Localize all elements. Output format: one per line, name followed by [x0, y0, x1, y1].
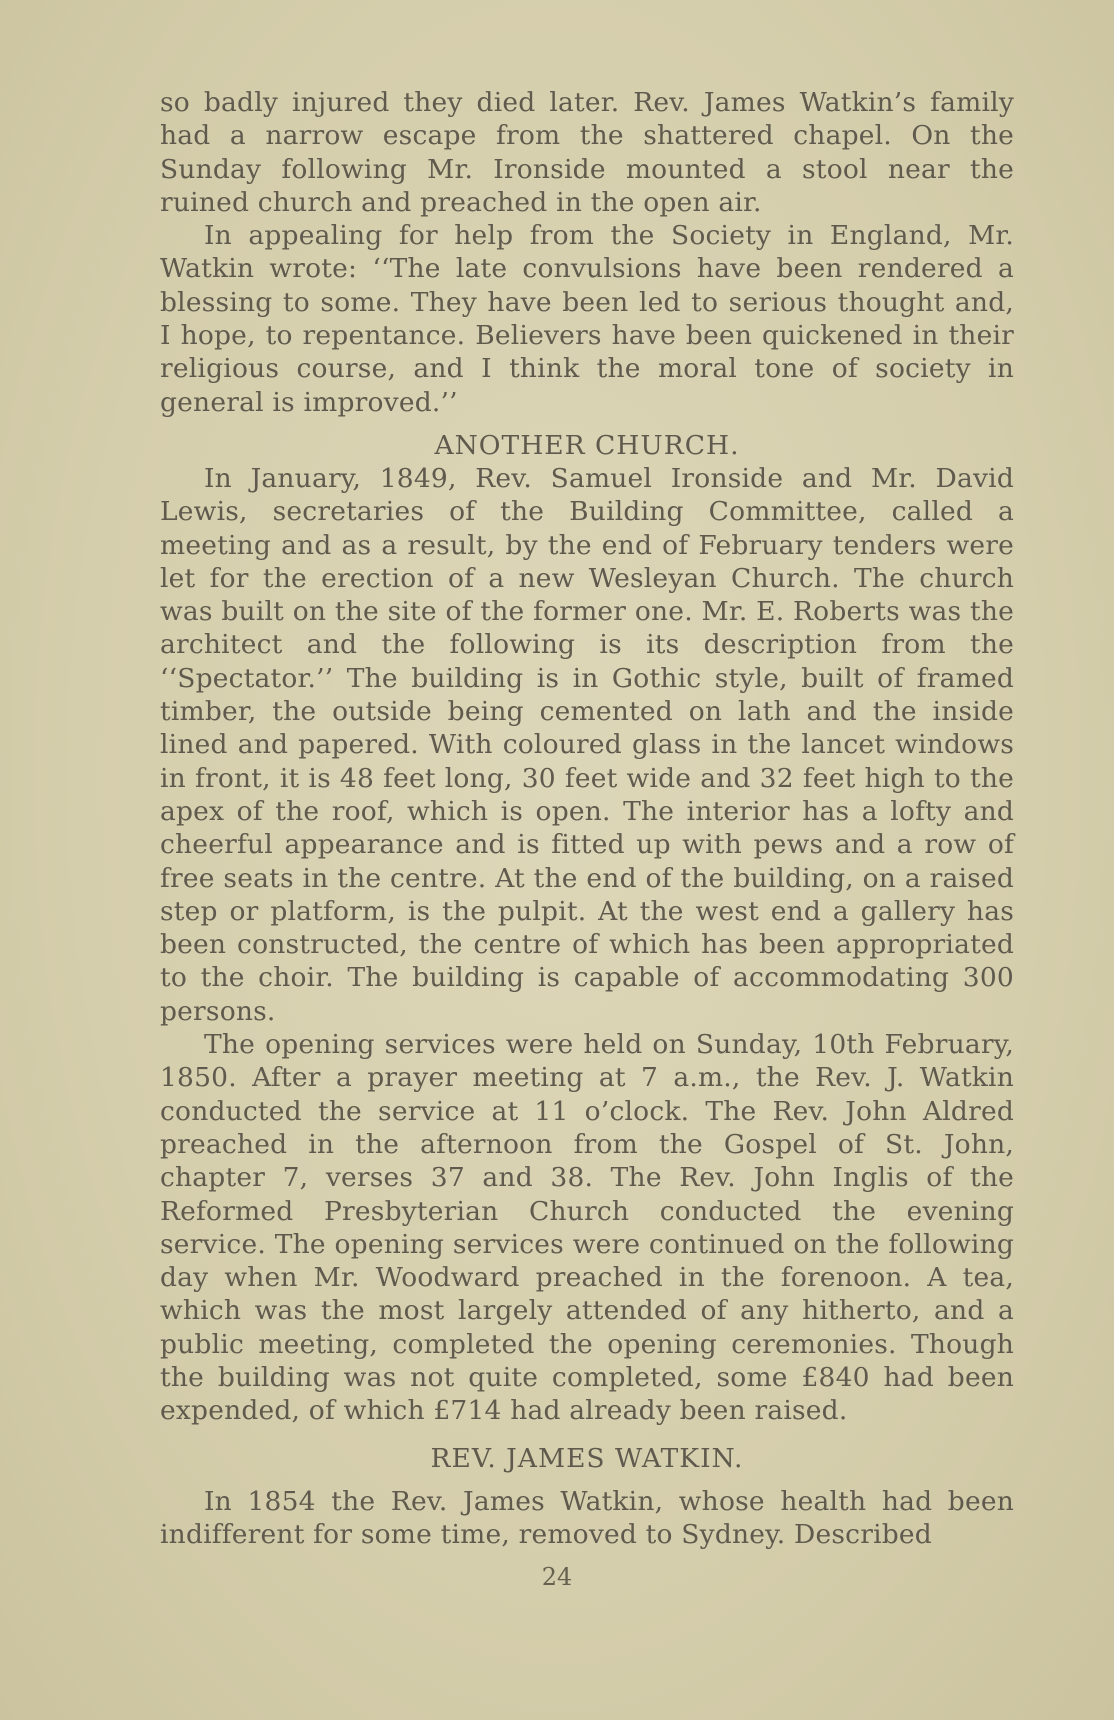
- paragraph-opening-services: The opening services were held on Sunday, 10th February, 1850. After a prayer meeting at 7 a.m., the Rev. J. Watkin conducted the service at 11 o’clock. The Rev. John Aldred preached in the afternoon from the Gospel of St. John, chapter 7, verses 37 and 38. The Rev. John Inglis of the Reformed Presbyterian Church conducted the evening service. The opening services were continued on the following day when Mr. Woodward preached in the forenoon. A tea, which was the most largely attended of any hitherto, and a public meeting, completed the opening ceremonies. Though the building was not quite completed, some £840 had been expended, of which £714 had already been raised.: [160, 1029, 1014, 1427]
- paragraph-watkin-removal: In 1854 the Rev. James Watkin, whose health had been indifferent for some time, removed to Sydney. Described: [160, 1485, 1014, 1550]
- section-heading-another-church: ANOTHER CHURCH.: [434, 429, 740, 461]
- paragraph-watkin-appeal: In appealing for help from the Society in England, Mr. Watkin wrote: ‘‘The late convulsions have been rendered a blessing to some. They have been led to serious thought and, I hope, to repentance. Believers have been quickened in their religious course, and I think the moral tone of society in general is improved.’’: [160, 220, 1014, 418]
- section-heading-rev-james-watkin: REV. JAMES WATKIN.: [430, 1442, 744, 1474]
- paragraph-continued: so badly injured they died later. Rev. James Watkin’s family had a narrow escape from the shattered chapel. On the Sunday following Mr. Ironside mounted a stool near the ruined church and preached in the open air.: [160, 87, 1014, 218]
- page-number: 24: [541, 1563, 573, 1591]
- page-body: [160, 86, 1014, 1551]
- paragraph-new-church: In January, 1849, Rev. Samuel Ironside and Mr. David Lewis, secretaries of the Building Committee, called a meeting and as a result, by the end of February tenders were let for the erection of a new Wesleyan Church. The church was built on the site of the former one. Mr. E. Roberts was the architect and the following is its description from the ‘‘Spectator.’’ The building is in Gothic style, built of framed timber, the outside being cemented on lath and the inside lined and papered. With coloured glass in the lancet windows in front, it is 48 feet long, 30 feet wide and 32 feet high to the apex of the roof, which is open. The interior has a lofty and cheerful appearance and is fitted up with pews and a row of free seats in the centre. At the end of the building, on a raised step or platform, is the pulpit. At the west end a gallery has been constructed, the centre of which has been appropriated to the choir. The building is capable of accommodating 300 persons.: [160, 462, 1014, 1027]
